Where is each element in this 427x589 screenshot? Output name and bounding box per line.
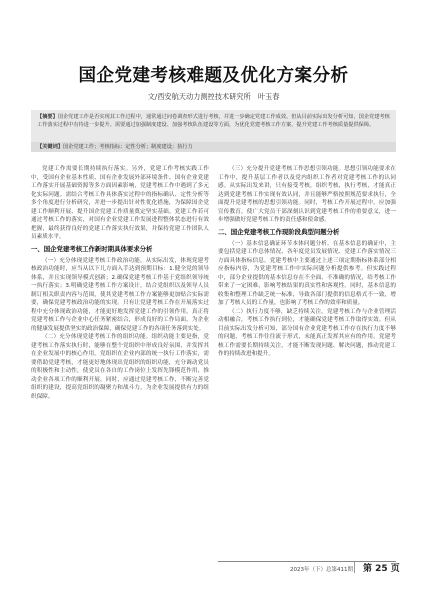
keywords-text: 国企党建工作；考核指标；定性分析；制度建设；执行力 <box>62 144 193 150</box>
right-column <box>218 165 396 553</box>
section-heading: 一、国企党建考核工作新时期具体要求分析 <box>31 244 153 253</box>
section-heading: 二、国企党建考核工作现阶段典型问题分析 <box>218 227 340 236</box>
byline: 文/西安航天动力测控技术研究所 叶玉春 <box>147 92 280 101</box>
paragraph: （二）执行力度不够，缺乏持续关注。党建考核工作与企业管理活动相融合，考核工作执行到位，才能确保党建考核工作取得实效。但从目前实际出发分析可知，部分国有企业党建考核工作存在执行力度不够的问题，考核工作往往流于形式，未能真正发挥其应有的作用。党建考核工作需要长期持续关注，才能不断发现问题、解决问题，推动党建工作的持续改进和提升。 <box>218 308 396 357</box>
abstract-text: 国企党建工作是否实现其工作过程中，通常通过问卷调查形式进行考核，并进一步确定党建工作成效。但从目前实际出发分析可知，国企党建考核工作落实过程中有待进一步提升。需要通过加强制度建设、加强考核队伍建设等方面，为优化党建考核工作方案，提升党建工作考核质量提供保障。 <box>37 114 390 128</box>
page-number: 第 25 页 <box>363 564 400 574</box>
paragraph: （一）充分体现党建考核工作政治功能。从实际出发，体现党建考核政治功能时，应当从以下几方面入手达到预期目标：1.健全党的领导体系，并且实现领导模式创新；2.确保党建考核工作基于党组织领导统一执行落实；3.明确党建考核工作方案设计，结合党组织以及领导人员制订相关职责内容与范围，使其党建考核工作方案能够更加贴合实际需要，确保党建考核政治功能的实现。只有让党建考核工作在开展落实过程中充分体现政治功能，才能更好地发挥党建工作的引领作用，真正将党建考核工作与企业中心任务紧密结合，形成良好的工作局面，为企业的健康发展提供坚实的政治保障，确保党建工作的各项任务落到实处。 <box>31 257 209 332</box>
paragraph: （一）基本信息确证环节本体问题分析。在基本信息的确证中，主要包括党建工作总体情况、各年度党员发展情况、党建工作落实情况三方面具体指标信息。党建考核中主要通过上述三项定期指标体系部分相应指标内容，为党建考核工作中实际问题分析提供参考。但实践过程中，部分企业提供的基本信息存在不全面、不准确的情况，给考核工作带来了一定困难，影响考核结果的真实性和客观性。同时，基本信息的收集和整理工作缺乏统一标准，导致各部门提供的信息格式不一致，增加了考核人员的工作量，也影响了考核工作的效率和质量。 <box>218 240 396 306</box>
abstract-label: 【摘要】 <box>37 114 58 120</box>
keywords-box <box>31 142 396 152</box>
paragraph: （三）充分提升党建考核工作思想引领功能。思想引领功能要求在工作中，提升基层工作者以及党内组织工作者对党建考核工作的认同感。从实际出发来讲，只有接受考核，组织考核，执行考核，才能真正达到党建考核工作实现有效认同，并且能够严格按照规范要求执行，全面提升党建考核的思想引领功能。同时，考核工作开展过程中，应加强宣传教育，使广大党员干部深刻认识到党建考核工作的重要意义，进一步增强做好党建考核工作的责任感和使命感。 <box>218 166 396 223</box>
page-divider <box>354 561 355 573</box>
keywords-label: 【关键词】 <box>37 144 63 150</box>
article-title: 国企党建考核难题及优化方案分析 <box>78 66 349 86</box>
issue-info: 2023年（下）总第411期 <box>290 567 353 573</box>
paragraph: 党建工作需要长期持续执行落实。另外，党建工作考核实践工作中，受国有企业基本性质、国有企业发展外部环境条件、国有企业党建工作落实开展基础资源等多方面因素影响，党建考核工作中遇到了多元化实际问题。需结合考核工作具体落实过程中的指标确认、定性分析等多个角度进行分析研究，并进一步提出针对性优化措施，为保障国企党建工作顺利开展、提升国企党建工作质量奠定坚实基础。党建工作若可通过考核工作的落实，对国有企业党建工作发展进程整体状态进行有效把握，最终获得良好的党建工作落实执行效果，并保持党建工作团队人员素质水平。 <box>31 166 209 240</box>
abstract-box <box>31 110 396 142</box>
left-column <box>31 165 209 565</box>
paragraph: （二）充分体现党建考核工作的组织功能。组织功能主要是指，党建考核工作落实执行时，能够在整个党组织中形成良好氛围，并发挥其在企业发展中的核心作用。党组织在企业内部的统一执行工作落实，需要借助党建考核，才能更好地体现出党组织的组织功能，充分调动党员的积极性和主动性，使党员在各自的工作岗位上发挥先锋模范作用，推动企业各项工作的顺利开展。同时，应通过党建考核工作，不断完善党组织的建设，提高党组织的凝聚力和战斗力，为企业发展提供有力的组织保障。 <box>31 334 209 400</box>
